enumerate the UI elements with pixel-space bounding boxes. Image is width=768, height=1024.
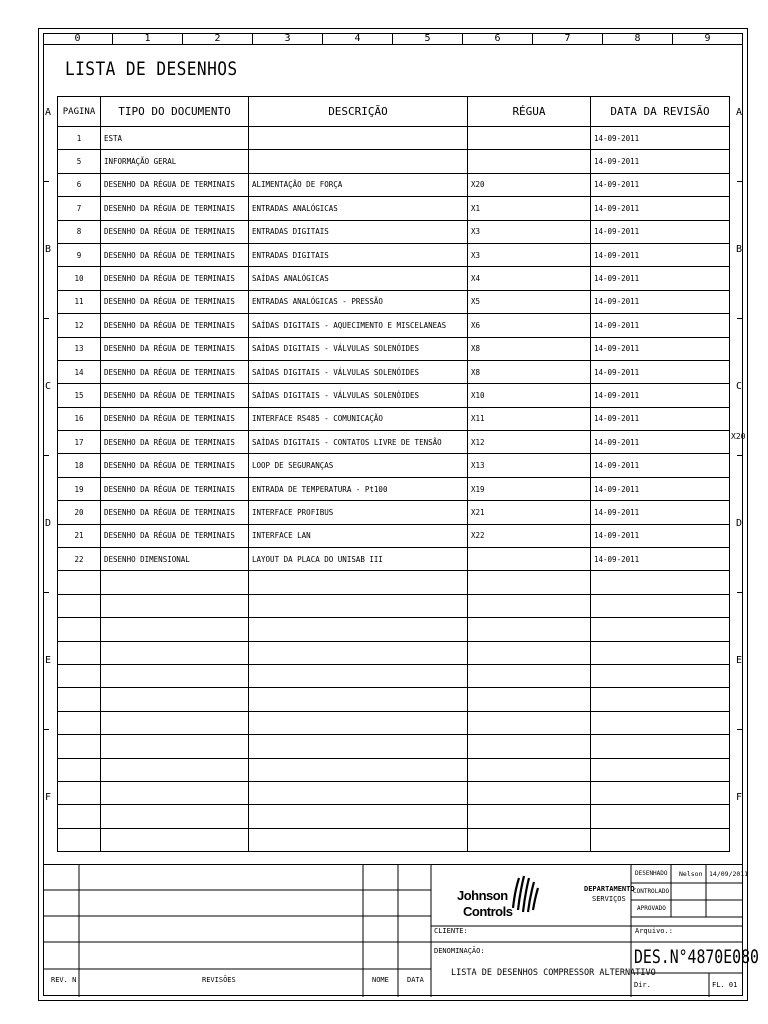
cell-descricao: LAYOUT DA PLACA DO UNISAB III <box>249 548 468 571</box>
cell-data: 14-09-2011 <box>591 407 730 430</box>
cell-descricao: SAÍDAS ANALÓGICAS <box>249 267 468 290</box>
cell-descricao: SAÍDAS DIGITAIS - AQUECIMENTO E MISCELANEAS <box>249 314 468 337</box>
cell-tipo: ESTA <box>101 127 249 150</box>
cell-pagina: 5 <box>58 150 101 173</box>
rev-label: REV. N <box>51 976 77 984</box>
drawing-number: DES.N°4870E080 <box>634 946 759 968</box>
cell-data: 14-09-2011 <box>591 220 730 243</box>
row-index-a-right: A <box>735 106 743 118</box>
row-index-e-left: E <box>44 654 52 666</box>
cell-tipo: DESENHO DA RÉGUA DE TERMINAIS <box>101 197 249 220</box>
arquivo-label: Arquivo.: <box>635 927 673 935</box>
cell-descricao <box>249 127 468 150</box>
cell-pagina: 12 <box>58 314 101 337</box>
cell-tipo: DESENHO DA RÉGUA DE TERMINAIS <box>101 290 249 313</box>
data-label: DATA <box>407 976 424 984</box>
cell-descricao: ENTRADAS ANALÓGICAS <box>249 197 468 220</box>
header-regua: RÉGUA <box>468 97 591 127</box>
cell-regua <box>468 150 591 173</box>
cell-tipo: DESENHO DA RÉGUA DE TERMINAIS <box>101 524 249 547</box>
cell-descricao: ALIMENTAÇÃO DE FORÇA <box>249 173 468 196</box>
row-index-c-right: C <box>735 380 743 392</box>
row-divider-tick <box>43 729 49 730</box>
header-pagina: PAGINA <box>58 97 101 127</box>
cell-descricao: ENTRADAS DIGITAIS <box>249 243 468 266</box>
empty-table-row <box>58 664 730 687</box>
cell-pagina: 9 <box>58 243 101 266</box>
empty-cell <box>101 688 249 711</box>
table-row <box>58 360 730 383</box>
cell-regua: X12 <box>468 431 591 454</box>
table-row <box>58 150 730 173</box>
cell-data: 14-09-2011 <box>591 173 730 196</box>
cell-data: 14-09-2011 <box>591 524 730 547</box>
table-row <box>58 477 730 500</box>
empty-table-row <box>58 758 730 781</box>
empty-cell <box>591 641 730 664</box>
table-row <box>58 267 730 290</box>
empty-cell <box>249 711 468 734</box>
cell-pagina: 13 <box>58 337 101 360</box>
cell-regua: X3 <box>468 220 591 243</box>
cell-tipo: DESENHO DA RÉGUA DE TERMINAIS <box>101 314 249 337</box>
empty-cell <box>249 618 468 641</box>
column-index-6: 6 <box>463 33 533 44</box>
cell-pagina: 22 <box>58 548 101 571</box>
empty-cell <box>591 758 730 781</box>
empty-cell <box>101 641 249 664</box>
cell-descricao: ENTRADA DE TEMPERATURA - Pt100 <box>249 477 468 500</box>
empty-cell <box>101 618 249 641</box>
side-note: X20 <box>731 432 746 441</box>
empty-cell <box>58 571 101 594</box>
empty-cell <box>101 594 249 617</box>
page-title: LISTA DE DESENHOS <box>65 58 238 80</box>
table-row <box>58 548 730 571</box>
cell-data: 14-09-2011 <box>591 477 730 500</box>
table-row <box>58 501 730 524</box>
empty-cell <box>249 594 468 617</box>
folha-number: FL. 01 <box>712 981 738 989</box>
cell-tipo: DESENHO DA RÉGUA DE TERMINAIS <box>101 454 249 477</box>
table-row <box>58 407 730 430</box>
empty-table-row <box>58 641 730 664</box>
cell-regua <box>468 127 591 150</box>
empty-cell <box>58 735 101 758</box>
departamento-value: SERVIÇOS <box>592 895 626 903</box>
cell-regua: X20 <box>468 173 591 196</box>
cell-data: 14-09-2011 <box>591 243 730 266</box>
empty-cell <box>468 781 591 804</box>
table-row <box>58 384 730 407</box>
table-row <box>58 524 730 547</box>
cell-data: 14-09-2011 <box>591 360 730 383</box>
cell-tipo: DESENHO DA RÉGUA DE TERMINAIS <box>101 431 249 454</box>
empty-cell <box>591 688 730 711</box>
empty-cell <box>468 641 591 664</box>
cell-regua: X10 <box>468 384 591 407</box>
cell-tipo: DESENHO DA RÉGUA DE TERMINAIS <box>101 220 249 243</box>
table-row <box>58 314 730 337</box>
cell-data: 14-09-2011 <box>591 384 730 407</box>
cell-tipo: DESENHO DA RÉGUA DE TERMINAIS <box>101 501 249 524</box>
empty-cell <box>101 828 249 851</box>
column-index-divider <box>43 44 743 45</box>
empty-cell <box>249 641 468 664</box>
table-row <box>58 290 730 313</box>
empty-cell <box>591 618 730 641</box>
cell-descricao: SAÍDAS DIGITAIS - VÁLVULAS SOLENÓIDES <box>249 337 468 360</box>
empty-cell <box>591 735 730 758</box>
desenhado-nome: Nelson <box>679 870 703 878</box>
denominacao-value: LISTA DE DESENHOS COMPRESSOR ALTERNATIVO <box>451 968 656 978</box>
row-divider-tick <box>737 455 743 456</box>
row-divider-tick <box>43 455 49 456</box>
cell-tipo: DESENHO DA RÉGUA DE TERMINAIS <box>101 267 249 290</box>
cell-descricao: SAÍDAS DIGITAIS - VÁLVULAS SOLENÓIDES <box>249 384 468 407</box>
empty-cell <box>591 805 730 828</box>
cell-pagina: 1 <box>58 127 101 150</box>
empty-cell <box>591 594 730 617</box>
cell-regua: X19 <box>468 477 591 500</box>
desenhado-data: 14/09/2011 <box>709 870 749 878</box>
empty-cell <box>58 618 101 641</box>
cell-descricao: LOOP DE SEGURANÇAS <box>249 454 468 477</box>
cell-descricao: ENTRADAS ANALÓGICAS - PRESSÃO <box>249 290 468 313</box>
cell-tipo: DESENHO DA RÉGUA DE TERMINAIS <box>101 477 249 500</box>
empty-table-row <box>58 711 730 734</box>
empty-cell <box>591 664 730 687</box>
empty-cell <box>468 758 591 781</box>
empty-cell <box>101 805 249 828</box>
table-row <box>58 431 730 454</box>
empty-cell <box>591 711 730 734</box>
cliente-label: CLIENTE: <box>434 927 468 935</box>
empty-cell <box>591 571 730 594</box>
cell-tipo: DESENHO DA RÉGUA DE TERMINAIS <box>101 337 249 360</box>
cell-data: 14-09-2011 <box>591 501 730 524</box>
cell-regua: X6 <box>468 314 591 337</box>
cell-descricao: SAÍDAS DIGITAIS - VÁLVULAS SOLENÓIDES <box>249 360 468 383</box>
empty-cell <box>591 828 730 851</box>
empty-cell <box>249 664 468 687</box>
empty-cell <box>58 594 101 617</box>
table-row <box>58 173 730 196</box>
logo-flame-icon <box>509 872 541 916</box>
table-row <box>58 243 730 266</box>
row-index-e-right: E <box>735 654 743 666</box>
empty-cell <box>58 641 101 664</box>
cell-data: 14-09-2011 <box>591 290 730 313</box>
row-divider-tick <box>737 592 743 593</box>
cell-pagina: 7 <box>58 197 101 220</box>
table-row <box>58 220 730 243</box>
cell-data: 14-09-2011 <box>591 454 730 477</box>
empty-table-row <box>58 618 730 641</box>
row-divider-tick <box>737 318 743 319</box>
row-index-c-left: C <box>44 380 52 392</box>
empty-cell <box>101 664 249 687</box>
row-index-f-right: F <box>735 791 743 803</box>
departamento-label: DEPARTAMENTO <box>584 885 635 893</box>
column-index-1: 1 <box>113 33 183 44</box>
empty-cell <box>58 781 101 804</box>
cell-pagina: 10 <box>58 267 101 290</box>
table-row <box>58 127 730 150</box>
cell-data: 14-09-2011 <box>591 267 730 290</box>
cell-tipo: DESENHO DA RÉGUA DE TERMINAIS <box>101 243 249 266</box>
brand-line2: Controls <box>463 904 513 919</box>
cell-regua: X8 <box>468 360 591 383</box>
empty-cell <box>249 828 468 851</box>
column-index-9: 9 <box>673 33 743 44</box>
empty-cell <box>58 758 101 781</box>
column-index-0: 0 <box>43 33 113 44</box>
empty-cell <box>249 758 468 781</box>
cell-data: 14-09-2011 <box>591 431 730 454</box>
empty-cell <box>249 688 468 711</box>
cell-pagina: 20 <box>58 501 101 524</box>
cell-pagina: 16 <box>58 407 101 430</box>
row-index-b-right: B <box>735 243 743 255</box>
empty-cell <box>101 781 249 804</box>
cell-pagina: 11 <box>58 290 101 313</box>
cell-pagina: 14 <box>58 360 101 383</box>
cell-descricao <box>249 150 468 173</box>
row-index-f-left: F <box>44 791 52 803</box>
johnson-controls-logo <box>451 872 541 924</box>
cell-descricao: INTERFACE RS485 - COMUNICAÇÃO <box>249 407 468 430</box>
empty-cell <box>468 618 591 641</box>
row-divider-tick <box>43 592 49 593</box>
table-row <box>58 454 730 477</box>
column-index-5: 5 <box>393 33 463 44</box>
cell-regua: X1 <box>468 197 591 220</box>
row-index-d-right: D <box>735 517 743 529</box>
cell-pagina: 6 <box>58 173 101 196</box>
cell-pagina: 15 <box>58 384 101 407</box>
empty-cell <box>58 664 101 687</box>
cell-regua <box>468 548 591 571</box>
header-data: DATA DA REVISÃO <box>591 97 730 127</box>
row-divider-tick <box>43 181 49 182</box>
empty-cell <box>468 664 591 687</box>
cell-data: 14-09-2011 <box>591 127 730 150</box>
controlado-label: CONTROLADO <box>633 888 670 895</box>
empty-cell <box>468 828 591 851</box>
header-descricao: DESCRIÇÃO <box>249 97 468 127</box>
cell-data: 14-09-2011 <box>591 314 730 337</box>
column-index-8: 8 <box>603 33 673 44</box>
table-header-row <box>58 97 730 127</box>
header-tipo: TIPO DO DOCUMENTO <box>101 97 249 127</box>
empty-cell <box>58 688 101 711</box>
dir-label: Dir. <box>634 981 651 989</box>
column-index-4: 4 <box>323 33 393 44</box>
table-row <box>58 197 730 220</box>
empty-table-row <box>58 805 730 828</box>
empty-cell <box>58 711 101 734</box>
aprovado-label: APROVADO <box>637 905 666 912</box>
cell-pagina: 21 <box>58 524 101 547</box>
denominacao-label: DENOMINAÇÃO: <box>434 947 485 955</box>
brand-line1: Johnson <box>457 888 508 903</box>
drawings-table <box>57 96 730 852</box>
cell-data: 14-09-2011 <box>591 548 730 571</box>
table-row <box>58 337 730 360</box>
cell-regua: X3 <box>468 243 591 266</box>
empty-cell <box>101 711 249 734</box>
cell-regua: X22 <box>468 524 591 547</box>
empty-cell <box>249 805 468 828</box>
cell-tipo: DESENHO DA RÉGUA DE TERMINAIS <box>101 384 249 407</box>
revisoes-label: REVISÕES <box>202 976 236 984</box>
empty-cell <box>101 735 249 758</box>
empty-cell <box>249 781 468 804</box>
row-divider-tick <box>737 181 743 182</box>
cell-regua: X4 <box>468 267 591 290</box>
empty-cell <box>101 571 249 594</box>
empty-cell <box>468 735 591 758</box>
empty-cell <box>468 805 591 828</box>
empty-table-row <box>58 828 730 851</box>
row-index-b-left: B <box>44 243 52 255</box>
desenhado-label: DESENHADO <box>635 870 668 877</box>
empty-cell <box>249 571 468 594</box>
empty-cell <box>468 711 591 734</box>
cell-pagina: 17 <box>58 431 101 454</box>
cell-regua: X8 <box>468 337 591 360</box>
empty-table-row <box>58 781 730 804</box>
empty-cell <box>591 781 730 804</box>
empty-table-row <box>58 571 730 594</box>
cell-descricao: ENTRADAS DIGITAIS <box>249 220 468 243</box>
row-index-a-left: A <box>44 106 52 118</box>
cell-regua: X21 <box>468 501 591 524</box>
row-divider-tick <box>43 318 49 319</box>
row-index-d-left: D <box>44 517 52 529</box>
column-index-2: 2 <box>183 33 253 44</box>
cell-regua: X11 <box>468 407 591 430</box>
empty-cell <box>58 828 101 851</box>
cell-descricao: INTERFACE LAN <box>249 524 468 547</box>
cell-tipo: DESENHO DIMENSIONAL <box>101 548 249 571</box>
empty-cell <box>101 758 249 781</box>
column-index-3: 3 <box>253 33 323 44</box>
cell-data: 14-09-2011 <box>591 150 730 173</box>
cell-tipo: DESENHO DA RÉGUA DE TERMINAIS <box>101 173 249 196</box>
cell-regua: X5 <box>468 290 591 313</box>
cell-data: 14-09-2011 <box>591 337 730 360</box>
empty-cell <box>468 594 591 617</box>
empty-table-row <box>58 735 730 758</box>
nome-label: NOME <box>372 976 389 984</box>
cell-descricao: SAÍDAS DIGITAIS - CONTATOS LIVRE DE TENSÃO <box>249 431 468 454</box>
cell-pagina: 18 <box>58 454 101 477</box>
empty-cell <box>58 805 101 828</box>
cell-tipo: DESENHO DA RÉGUA DE TERMINAIS <box>101 407 249 430</box>
cell-descricao: INTERFACE PROFIBUS <box>249 501 468 524</box>
cell-pagina: 8 <box>58 220 101 243</box>
cell-tipo: DESENHO DA RÉGUA DE TERMINAIS <box>101 360 249 383</box>
cell-regua: X13 <box>468 454 591 477</box>
cell-data: 14-09-2011 <box>591 197 730 220</box>
row-divider-tick <box>737 729 743 730</box>
empty-cell <box>468 571 591 594</box>
cell-pagina: 19 <box>58 477 101 500</box>
empty-table-row <box>58 688 730 711</box>
empty-table-row <box>58 594 730 617</box>
column-index-7: 7 <box>533 33 603 44</box>
cell-tipo: INFORMAÇÃO GERAL <box>101 150 249 173</box>
empty-cell <box>249 735 468 758</box>
empty-cell <box>468 688 591 711</box>
